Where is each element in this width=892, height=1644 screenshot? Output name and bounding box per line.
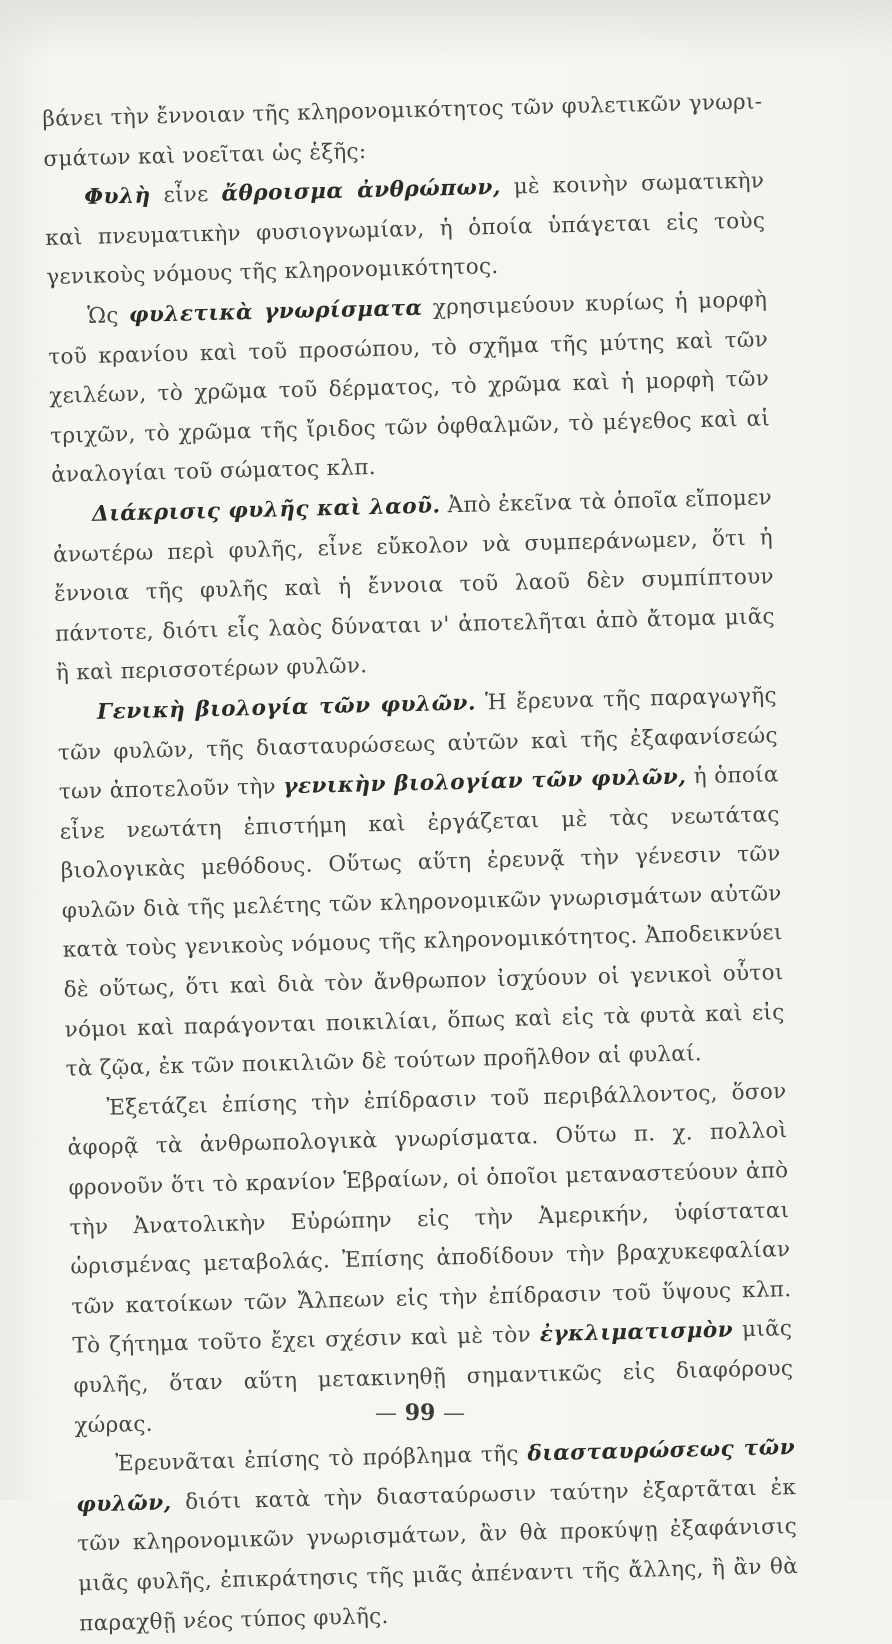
paragraph-racial-traits [47, 280, 772, 496]
heading-general-biology: Γενικὴ βιολογία τῶν φυλῶν. [96, 690, 477, 725]
text-run: Ἐξετάζει ἐπίσης τὴν ἐπίδρασιν τοῦ περιβάλλοντος, ὅσον ἀφορᾷ τὰ ἀνθρωπολογικὰ γνωρίσματα. Οὕτω π. χ. πολλοὶ φρονοῦν ὅτι τὸ κρανίον Ἑβραίων, οἱ ὁποῖοι μεταναστεύουν ἀπὸ τὴν Ἀνατολικὴν Εὐρώπην εἰς τὴν Ἀμερικήν, ὑφίσταται ὡρισμένας μεταβολάς. Ἐπίσης ἀποδίδουν τὴν βραχυκεφαλίαν τῶν κατοίκων τῶν Ἄλπεων εἰς τὴν ἐπίδρασιν τοῦ ὕψους κλπ. Τὸ ζήτημα τοῦτο ἔχει σχέσιν καὶ μὲ τὸν [67, 1078, 792, 1360]
paragraph-crossbreeding [75, 1428, 800, 1644]
text-run: εἶνε [150, 181, 222, 209]
text-run: Ἀπὸ ἐκεῖνα τὰ ὁποῖα εἴπομεν ἀνωτέρω περὶ φυλῆς, εἶνε εὔκολον νὰ συμπεράνωμεν, ὅτι ἡ ἔννοια τῆς φυλῆς καὶ ἡ ἔννοια τοῦ λαοῦ δὲν συμπίπτουν πάντοτε, διότι εἷς λαὸς δύναται ν' ἀποτελῆται ἀπὸ ἄτομα μιᾶς ἢ καὶ περισσοτέρων φυλῶν. [52, 485, 776, 687]
term-racial-traits: φυλετικὰ γνωρίσματα [128, 295, 423, 328]
dash-right: — [442, 1401, 465, 1426]
term-acclimatization: ἐγκλιματισμὸν [539, 1317, 734, 1348]
term-race: Φυλὴ [84, 183, 152, 211]
definition-race [44, 162, 767, 298]
term-aggregate: ἄθροισμα ἀνθρώπων, [221, 175, 502, 207]
text-run: Ὡς [86, 302, 130, 329]
text-run: μιᾶς φυλῆς, ὅταν αὕτη μετακινηθῇ σημαντικῶς εἰς διαφόρους χώρας. [73, 1316, 794, 1439]
page-shadow [0, 0, 892, 60]
text-run: Ἡ ἔρευνα τῆς παραγωγῆς τῶν φυλῶν, τῆς διασταυρώσεως αὐτῶν καὶ τῆς ἐξαφανίσεώς των ἀποτελοῦν τὴν [57, 683, 779, 805]
heading-race-vs-people: Διάκρισις φυλῆς καὶ λαοῦ. [91, 493, 441, 527]
paragraph-environment [66, 1072, 794, 1446]
paragraph-general-biology [57, 676, 786, 1089]
text-run: ἡ ὁποία εἶνε νεωτάτη ἐπιστήμη καὶ ἐργάζεται μὲ τὰς νεωτάτας βιολογικὰς μεθόδους. Οὕτως αὕτη ἐρευνᾷ τὴν γένεσιν τῶν φυλῶν διὰ τῆς μελέτης τῶν κληρονομικῶν γνωρισμάτων αὐτῶν κατὰ τοὺς γενικοὺς νόμους τῆς κληρονομικότητος. Ἀποδεικνύει δὲ οὕτως, ὅτι καὶ διὰ τὸν ἄνθρωπον ἰσχύουν οἱ γενικοὶ οὗτοι νόμοι καὶ παράγονται ποικιλίαι, ὅπως καὶ εἰς τὰ φυτὰ καὶ εἰς τὰ ζῷα, ἐκ τῶν ποικιλιῶν δὲ τούτων προῆλθον αἱ φυλαί. [59, 762, 785, 1082]
term-general-biology: γενικὴν βιολογίαν τῶν φυλῶν, [282, 764, 687, 800]
text-run: Ἐρευνᾶται ἐπίσης τὸ πρόβλημα τῆς [115, 1441, 528, 1477]
page-number [360, 1400, 480, 1426]
dash-left: — [375, 1401, 398, 1426]
text-line: σμάτων καὶ νοεῖται ὡς ἑξῆς: [43, 138, 367, 172]
text-run: διότι κατὰ τὴν διασταύρωσιν ταύτην ἐξαρτᾶται ἐκ τῶν κληρονομικῶν γνωρισμάτων, ἂν θὰ προκύψῃ ἐξαφάνισις μιᾶς φυλῆς, ἐπικράτησις τῆς μιᾶς ἀπέναντι τῆς ἄλλης, ἢ ἂν θὰ παραχθῇ νέος τύπος φυλῆς. [76, 1474, 799, 1637]
paragraph-race-vs-people [52, 478, 777, 694]
text-run: χρησιμεύουν κυρίως ἡ μορφὴ τοῦ κρανίου καὶ τοῦ προσώπου, τὸ σχῆμα τῆς μύτης καὶ τῶν χειλέων, τὸ χρῶμα τοῦ δέρματος, τὸ χρῶμα καὶ ἡ μορφὴ τῶν τριχῶν, τὸ χρῶμα τῆς ἴριδος τῶν ὀφθαλμῶν, τὸ μέγεθος καὶ αἱ ἀναλογίαι τοῦ σώματος κλπ. [47, 287, 771, 489]
text-line: βάνει τὴν ἔννοιαν τῆς κληρονομικότητος τῶν φυλετικῶν γνωρι- [42, 89, 763, 132]
text-run: μὲ κοινὴν σωματικὴν καὶ πνευματικὴν φυσιογνωμίαν, ἡ ὁποία ὑπάγεται εἰς τοὺς γενικοὺς νόμους τῆς κληρονομικότητος. [45, 168, 766, 291]
term-crossbreeding: διασταυρώσεως τῶν φυλῶν, [76, 1435, 796, 1518]
page-number-value: 99 [404, 1400, 436, 1426]
